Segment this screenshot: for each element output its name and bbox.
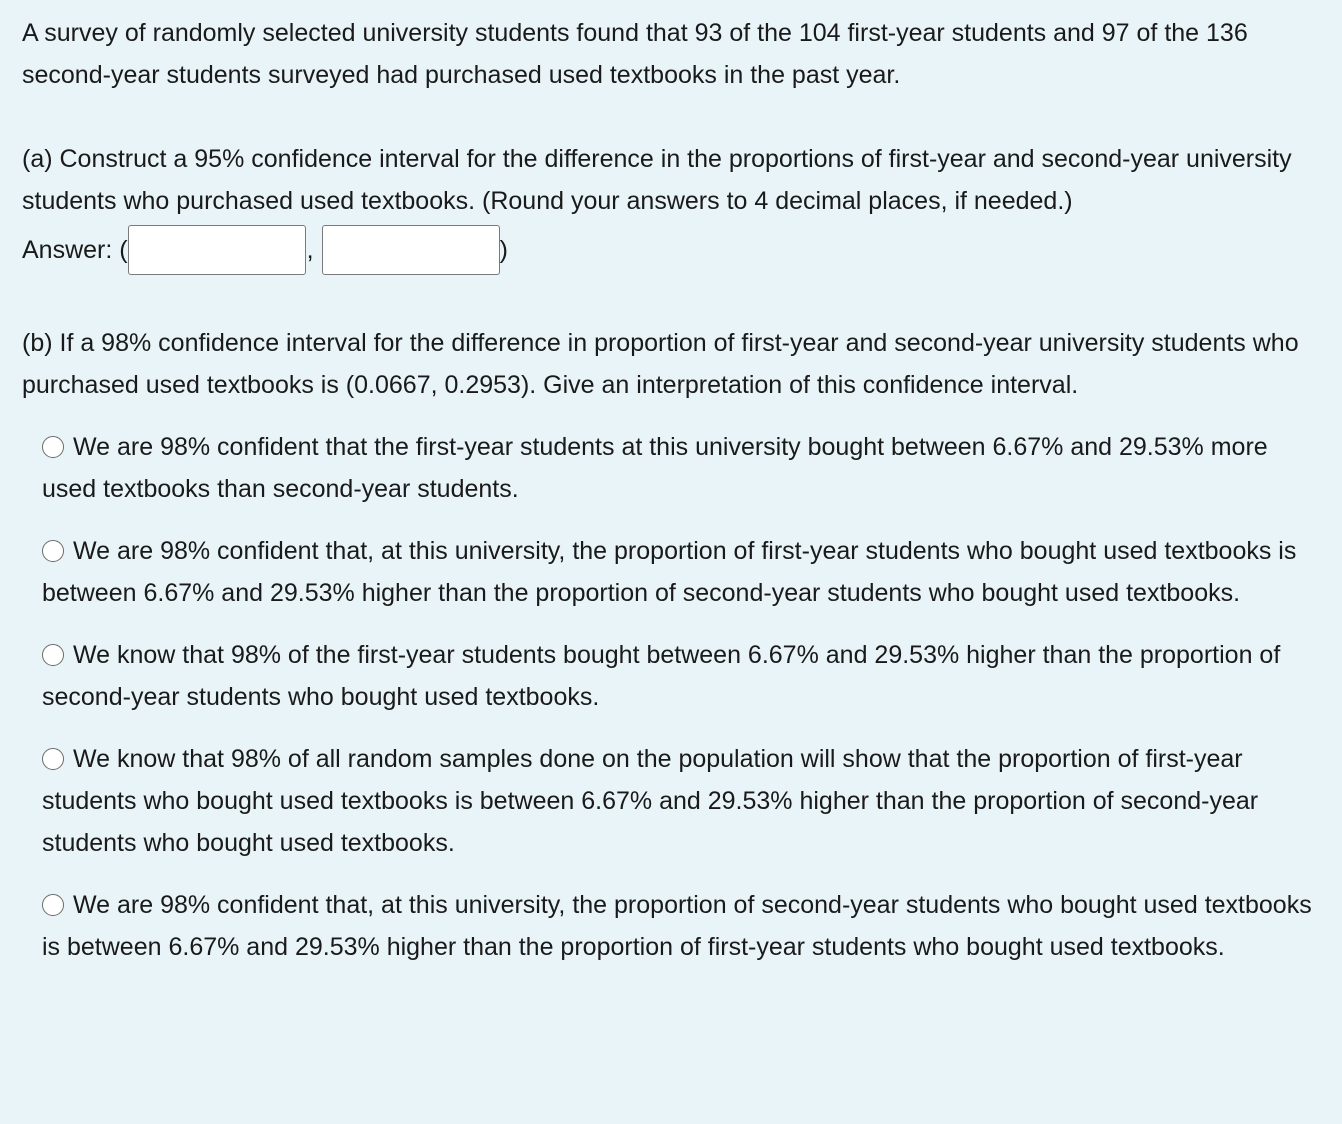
option-text: We are 98% confident that the first-year students at this university bought between 6.67% and 29.53% more used textbooks than second-year students. bbox=[42, 433, 1268, 503]
interpretation-options bbox=[22, 426, 1322, 968]
interval-separator: , bbox=[306, 236, 314, 264]
option-4[interactable] bbox=[42, 738, 1312, 864]
option-2[interactable] bbox=[42, 530, 1312, 614]
close-paren: ) bbox=[499, 236, 508, 264]
radio-button[interactable] bbox=[42, 540, 64, 562]
radio-button[interactable] bbox=[42, 748, 64, 770]
upper-bound-input[interactable] bbox=[322, 225, 500, 275]
option-1[interactable] bbox=[42, 426, 1312, 510]
answer-row bbox=[22, 224, 1322, 276]
radio-button[interactable] bbox=[42, 644, 64, 666]
radio-button[interactable] bbox=[42, 436, 64, 458]
part-b-question: (b) If a 98% confidence interval for the difference in proportion of first-year and second-year university students who purchased used textbooks is (0.0667, 0.2953). Give an interpretation of this confidence interval. bbox=[22, 329, 1299, 399]
radio-button[interactable] bbox=[42, 894, 64, 916]
option-text: We are 98% confident that, at this university, the proportion of second-year students who bought used textbooks is between 6.67% and 29.53% higher than the proportion of first-year students who bought used textbooks. bbox=[42, 891, 1312, 961]
problem-statement: A survey of randomly selected university students found that 93 of the 104 first-year students and 97 of the 136 second-year students surveyed had purchased used textbooks in the past year. bbox=[22, 19, 1248, 89]
option-3[interactable] bbox=[42, 634, 1312, 718]
answer-label: Answer: ( bbox=[22, 236, 128, 264]
option-text: We are 98% confident that, at this university, the proportion of first-year students who bought used textbooks is between 6.67% and 29.53% higher than the proportion of second-year students who bought used textbooks. bbox=[42, 537, 1297, 607]
option-text: We know that 98% of all random samples done on the population will show that the proportion of first-year students who bought used textbooks is between 6.67% and 29.53% higher than the proportion of second-year students who bought used textbooks. bbox=[42, 745, 1259, 857]
option-5[interactable] bbox=[42, 884, 1312, 968]
part-a-question: (a) Construct a 95% confidence interval for the difference in the proportions of first-year and second-year university students who purchased used textbooks. (Round your answers to 4 decimal places, if needed.) bbox=[22, 145, 1292, 215]
lower-bound-input[interactable] bbox=[128, 225, 306, 275]
option-text: We know that 98% of the first-year students bought between 6.67% and 29.53% higher than the proportion of second-year students who bought used textbooks. bbox=[42, 641, 1281, 711]
